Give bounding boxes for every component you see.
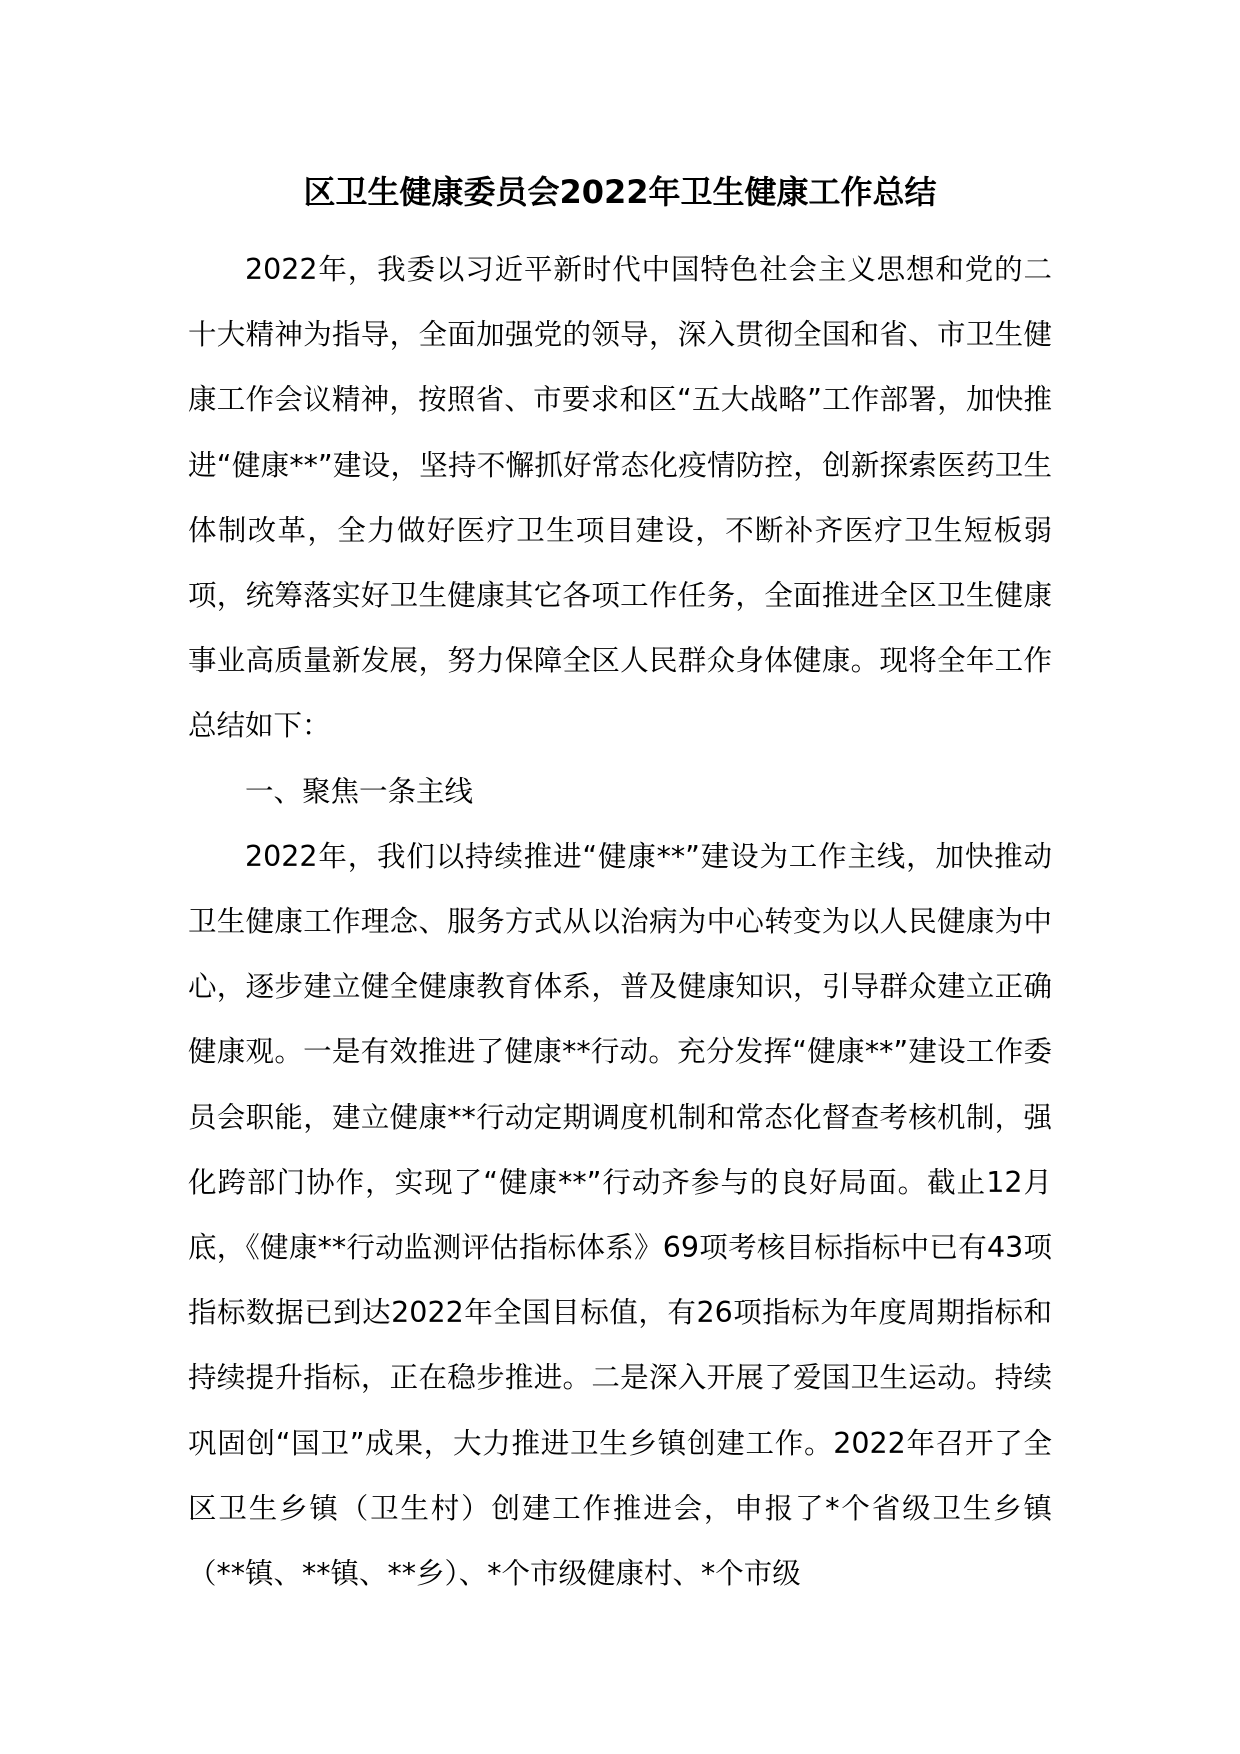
paragraph-intro: 2022年，我委以习近平新时代中国特色社会主义思想和党的二十大精神为指导，全面加强党的领导，深入贯彻全国和省、市卫生健康工作会议精神，按照省、市要求和区“五大战略”工作部署，加快推进“健康**”建设，坚持不懈抓好常态化疫情防控，创新探索医药卫生体制改革，全力做好医疗卫生项目建设，不断补齐医疗卫生短板弱项，统筹落实好卫生健康其它各项工作任务，全面推进全区卫生健康事业高质量新发展，努力保障全区人民群众身体健康。现将全年工作总结如下： (188, 253, 1052, 743)
document-title: 区卫生健康委员会2022年卫生健康工作总结 (303, 173, 937, 211)
paragraph-section-1: 2022年，我们以持续推进“健康**”建设为工作主线，加快推动卫生健康工作理念、服务方式从以治病为中心转变为以人民健康为中心，逐步建立健全健康教育体系，普及健康知识，引导群众建立正确健康观。一是有效推进了健康**行动。充分发挥“健康**”建设工作委员会职能，建立健康**行动定期调度机制和常态化督查考核机制，强化跨部门协作，实现了“健康**”行动齐参与的良好局面。截止12月底，《健康**行动监测评估指标体系》69项考核目标指标中已有43项指标数据已到达2022年全国目标值，有26项指标为年度周期指标和持续提升指标，正在稳步推进。二是深入开展了爱国卫生运动。持续巩固创“国卫”成果，大力推进卫生乡镇创建工作。2022年召开了全区卫生乡镇（卫生村）创建工作推进会，申报了*个省级卫生乡镇（**镇、**镇、**乡）、*个市级健康村、*个市级 (188, 839, 1052, 1591)
document-body (188, 237, 1052, 1606)
section-heading-1: 一、聚焦一条主线 (245, 774, 474, 808)
